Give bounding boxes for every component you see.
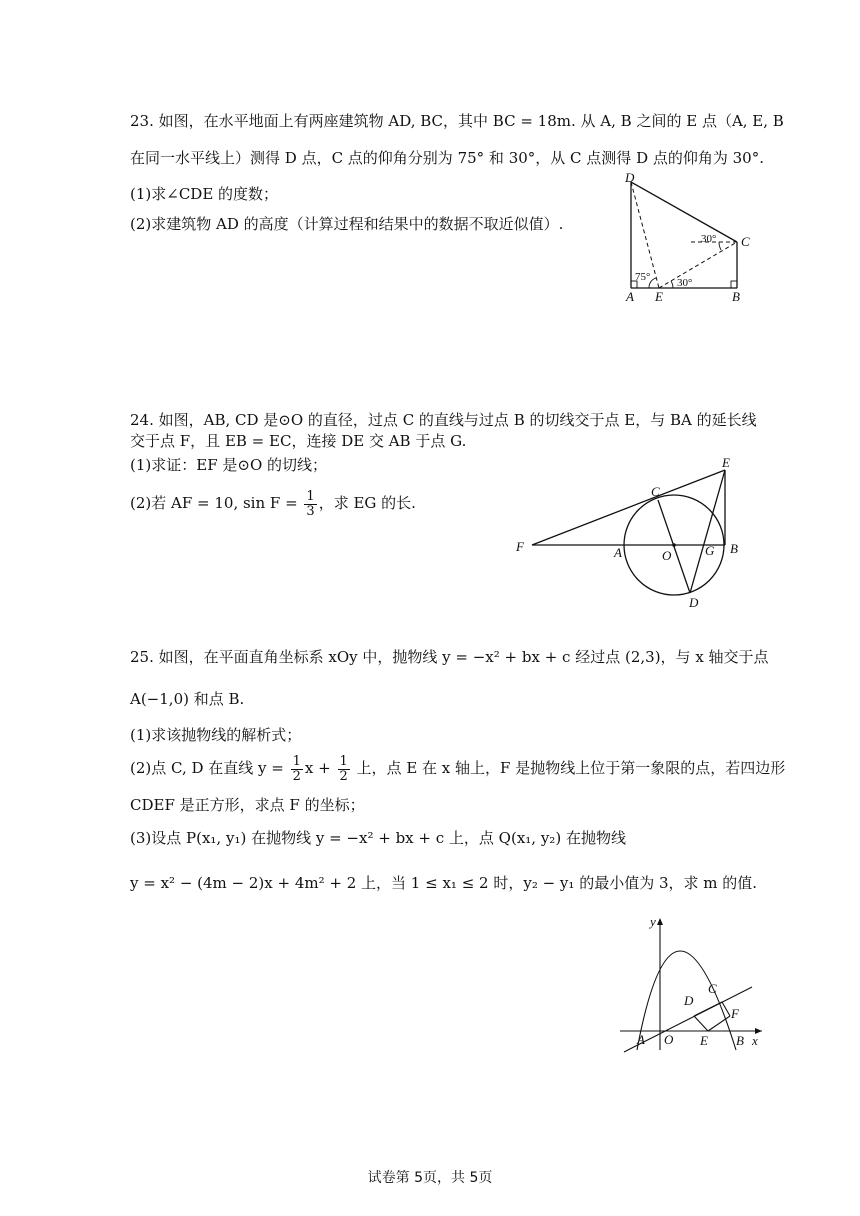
q24-frac-num: 1	[306, 488, 315, 504]
q23-label-B: B	[732, 289, 740, 304]
q23-line1: 23. 如图，在水平地面上有两座建筑物 AD, BC，其中 BC = 18m. 从 A, B 之间的 E 点（A, E, B	[130, 112, 784, 130]
q25-fraction-2	[338, 755, 350, 784]
q25-part1: (1)求该抛物线的解析式；	[130, 726, 302, 744]
q24-label-A: A	[614, 545, 622, 560]
q25-part2a	[130, 748, 785, 788]
q23-line2: 在同一水平线上）测得 D 点，C 点的仰角分别为 75° 和 30°，从 C 点测得 D 点的仰角为 30°.	[130, 149, 764, 167]
q24-line1: 24. 如图，AB, CD 是⊙O 的直径，过点 C 的直线与过点 B 的切线交于点 E，与 BA 的延长线	[130, 411, 757, 429]
q23-label-E: E	[655, 289, 663, 304]
q24-part2-post: ，求 EG 的长.	[318, 494, 416, 512]
q25-part2b: CDEF 是正方形，求点 F 的坐标；	[130, 796, 365, 814]
q25-fraction-1	[291, 755, 303, 784]
q23-part2: (2)求建筑物 AD 的高度（计算过程和结果中的数据不取近似值）.	[130, 215, 564, 233]
q25-line2: A(−1,0) 和点 B.	[130, 690, 245, 708]
q25-frac2-num: 1	[339, 753, 348, 769]
q25-part3b: y = x² − (4m − 2)x + 4m² + 2 上，当 1 ≤ x₁ ≤ 2 时，y₂ − y₁ 的最小值为 3，求 m 的值.	[130, 874, 758, 892]
q24-part2-pre: (2)若 AF = 10, sin F =	[130, 494, 303, 512]
q24-label-C: C	[651, 484, 660, 499]
q23-figure	[615, 170, 775, 306]
q24-fraction	[304, 490, 316, 519]
page-footer: 试卷第 5页，共 5页	[367, 1170, 493, 1186]
q24-line2: 交于点 F，且 EB = EC，连接 DE 交 AB 于点 G.	[130, 432, 467, 450]
q25-part2a-pre: (2)点 C, D 在直线 y =	[130, 759, 289, 777]
q23-angle-e75: 75°	[635, 271, 651, 283]
q23-label-C: C	[741, 234, 750, 249]
q25-label-E: E	[700, 1033, 708, 1048]
q24-label-F: F	[516, 539, 524, 554]
q23-part1: (1)求∠CDE 的度数；	[130, 185, 279, 203]
q24-frac-den: 3	[306, 503, 315, 519]
q25-label-y: y	[650, 914, 656, 929]
q25-label-x: x	[752, 1033, 758, 1048]
q24-figure	[508, 455, 748, 610]
q25-frac2-den: 2	[339, 768, 348, 784]
q24-label-G: G	[705, 543, 715, 558]
q25-label-A: A	[637, 1032, 645, 1047]
q25-frac1-den: 2	[292, 768, 301, 784]
q25-label-B: B	[736, 1033, 744, 1048]
q24-label-B: B	[730, 541, 738, 556]
q25-part3a: (3)设点 P(x₁, y₁) 在抛物线 y = −x² + bx + c 上，点 Q(x₁, y₂) 在抛物线	[130, 829, 626, 847]
q24-label-E: E	[722, 455, 730, 470]
q25-part2a-mid: x +	[304, 759, 336, 777]
q25-frac1-num: 1	[292, 753, 301, 769]
q24-label-O: O	[662, 548, 672, 563]
q25-part2a-post: 上，点 E 在 x 轴上，F 是抛物线上位于第一象限的点，若四边形	[351, 759, 786, 777]
q24-label-D: D	[689, 595, 699, 610]
q25-figure	[612, 912, 772, 1054]
q25-label-D: D	[684, 993, 694, 1008]
q25-label-F: F	[731, 1006, 739, 1021]
q23-label-A: A	[626, 289, 634, 304]
q23-label-D: D	[625, 170, 635, 185]
q25-label-O: O	[664, 1032, 674, 1047]
q24-part2	[130, 483, 416, 523]
q25-label-C: C	[708, 981, 717, 996]
q23-angle-e30: 30°	[677, 277, 693, 289]
q25-line1: 25. 如图，在平面直角坐标系 xOy 中，抛物线 y = −x² + bx + c 经过点 (2,3)，与 x 轴交于点	[130, 648, 769, 666]
q23-angle-c: 30°	[701, 233, 717, 245]
q24-part1: (1)求证：EF 是⊙O 的切线；	[130, 456, 328, 474]
